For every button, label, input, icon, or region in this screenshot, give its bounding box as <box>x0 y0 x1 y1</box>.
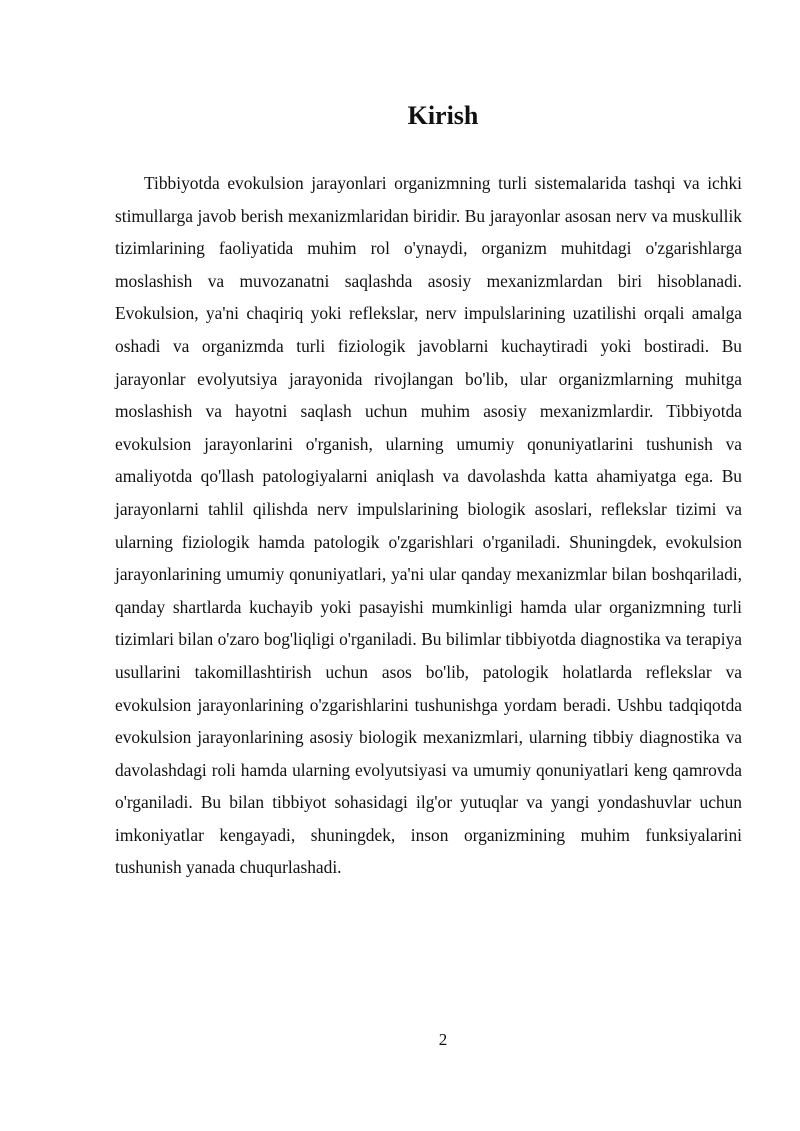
page-number: 2 <box>438 1030 448 1049</box>
page-title: Kirish <box>407 101 479 130</box>
body-paragraph: Tibbiyotda evokulsion jarayonlari organizmning turli sistemalarida tashqi va ichki stimullarga javob berish mexanizmlaridan biridir. Bu jarayonlar asosan nerv va muskullik tizimlarining faoliyatida muhim rol o'ynaydi, organizm muhitdagi o'zgarishlarga moslashish va muvozanatni saqlashda asosiy mexanizmlardan biri hisoblanadi. Evokulsion, ya'ni chaqiriq yoki reflekslar, nerv impulslarining uzatilishi orqali amalga oshadi va organizmda turli fiziologik javoblarni kuchaytiradi yoki bostiradi. Bu jarayonlar evolyutsiya jarayonida rivojlangan bo'lib, ular organizmlarning muhitga moslashish va hayotni saqlash uchun muhim asosiy mexanizmlardir. Tibbiyotda evokulsion jarayonlarini o'rganish, ularning umumiy qonuniyatlarini tushunish va amaliyotda qo'llash patologiyalarni aniqlash va davolashda katta ahamiyatga ega. Bu jarayonlarni tahlil qilishda nerv impulslarining biologik asoslari, reflekslar tizimi va ularning fiziologik hamda patologik o'zgarishlari o'rganiladi. Shuningdek, evokulsion jarayonlarining umumiy qonuniyatlari, ya'ni ular qanday mexanizmlar bilan boshqariladi, qanday shartlarda kuchayib yoki pasayishi mumkinligi hamda ular organizmning turli tizimlari bilan o'zaro bog'liqligi o'rganiladi. Bu bilimlar tibbiyotda diagnostika va terapiya usullarini takomillashtirish uchun asos bo'lib, patologik holatlarda reflekslar va evokulsion jarayonlarining o'zgarishlarini tushunishga yordam beradi. Ushbu tadqiqotda evokulsion jarayonlarining asosiy biologik mexanizmlari, ularning tibbiy diagnostika va davolashdagi roli hamda ularning evolyutsiyasi va umumiy qonuniyatlari keng qamrovda o'rganiladi. Bu bilan tibbiyot sohasidagi ilg'or yutuqlar va yangi yondashuvlar uchun imkoniyatlar kengayadi, shuningdek, inson organizmining muhim funksiyalarini tushunish yanada chuqurlashadi. <box>115 173 742 878</box>
